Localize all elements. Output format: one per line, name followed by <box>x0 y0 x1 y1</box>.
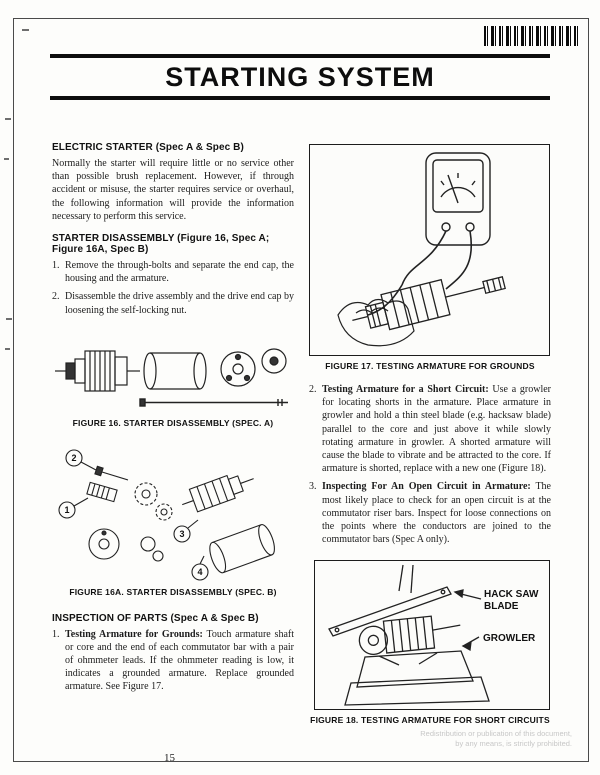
title-block <box>50 54 550 100</box>
title-rule-bottom <box>50 96 550 100</box>
figure17-illustration <box>310 145 548 354</box>
section-electric-starter <box>52 142 294 223</box>
callout-1: 1 <box>64 504 70 515</box>
left-column <box>52 142 294 737</box>
figure17-frame <box>309 144 550 356</box>
scan-artifact <box>5 348 10 350</box>
inspection-step-1 <box>52 628 294 694</box>
right-step-2 <box>309 383 551 475</box>
step-detail: Use a growler for locating shorts in the armature. Place armature in growler and hold a thin steel blade (e.g. hacksaw blade) parallel to the core and just above it while slowly rotating armature in growler. A shorted armature will cause the blade to vibrate and be attracted to the core. If armature is shorted, replace with a new one (Figure 18). <box>322 384 551 475</box>
step-text <box>322 383 551 475</box>
right-column <box>309 142 551 737</box>
step-text <box>65 628 294 694</box>
hacksaw-blade-label-line1: HACK SAW <box>484 589 539 601</box>
step-number: 2. <box>309 384 317 395</box>
figure18-illustration <box>315 561 548 708</box>
figure-17 <box>309 144 551 371</box>
step-text <box>322 480 551 546</box>
figure18-caption: FIGURE 18. TESTING ARMATURE FOR SHORT CIRCUITS <box>310 715 550 726</box>
disassembly-step-1 <box>52 259 294 285</box>
step-detail: Touch armature shaft or core and the end of each commutator bar with a pair of ohmmeter leads. If the ohmmeter reading is low, it indicates a grounded armature. Replace grounded armature. See Figure 17. <box>65 628 294 693</box>
watermark <box>420 729 572 749</box>
scan-artifact <box>6 318 12 320</box>
step-number: 2. <box>52 291 60 303</box>
step-number: 3. <box>309 481 317 493</box>
watermark-line1: Redistribution or publication of this document, <box>420 728 572 738</box>
scan-artifact <box>22 29 29 31</box>
section-inspection <box>52 613 294 694</box>
step-lead: Testing Armature for a Short Circuit: <box>322 384 489 395</box>
scan-artifact <box>5 118 11 120</box>
electric-starter-paragraph: Normally the starter will require little or no service other than possible brush replacement. However, if through accident or misuse, the starter requires service or overhaul, the following information will provide the information necessary to perform this service. <box>52 158 294 222</box>
barcode <box>484 26 580 46</box>
callout-3: 3 <box>179 528 185 539</box>
two-column-layout <box>52 142 552 737</box>
figure-16 <box>52 329 294 428</box>
figure-16a <box>52 440 294 597</box>
figure16-illustration <box>52 329 294 413</box>
watermark-line2: by any means, is strictly prohibited. <box>455 738 572 748</box>
figure-18 <box>309 560 551 725</box>
figure17-caption: FIGURE 17. TESTING ARMATURE FOR GROUNDS <box>325 361 535 371</box>
page-number: 15 <box>164 752 175 764</box>
step-number: 1. <box>52 259 60 271</box>
heading-starter-disassembly: STARTER DISASSEMBLY (Figure 16, Spec A; Figure 16A, Spec B) <box>52 232 270 255</box>
step-lead: Inspecting For An Open Circuit in Armature: <box>322 481 531 493</box>
section-starter-disassembly <box>52 233 294 317</box>
page-title: STARTING SYSTEM <box>165 62 435 92</box>
heading-inspection: INSPECTION OF PARTS (Spec A & Spec B) <box>52 612 259 624</box>
figure18-frame <box>314 560 550 710</box>
step-text: Remove the through-bolts and separate the end cap, the housing and the armature. <box>65 259 294 285</box>
figure16a-illustration <box>52 440 294 582</box>
growler-label: GROWLER <box>483 633 536 645</box>
scan-artifact <box>4 158 9 160</box>
step-lead: Testing Armature for Grounds: <box>65 628 203 640</box>
step-text: Disassemble the drive assembly and the drive end cap by loosening the self-locking nut. <box>65 291 294 316</box>
step-detail: The most likely place to check for an open circuit is at the commutator riser bars. Inspect for loose connections on the points where the conductors are joined to the commutator bars (Spec A only). <box>322 481 551 546</box>
figure16-caption: FIGURE 16. STARTER DISASSEMBLY (SPEC. A) <box>72 417 274 428</box>
right-step-3 <box>309 480 551 546</box>
hacksaw-blade-label-line2: BLADE <box>484 601 519 613</box>
figure16a-caption: FIGURE 16A. STARTER DISASSEMBLY (SPEC. B) <box>69 586 277 597</box>
heading-electric-starter: ELECTRIC STARTER (Spec A & Spec B) <box>52 142 244 153</box>
disassembly-step-2 <box>52 290 294 316</box>
callout-4: 4 <box>197 566 203 577</box>
callout-2: 2 <box>71 452 77 463</box>
step-number: 1. <box>52 628 60 640</box>
